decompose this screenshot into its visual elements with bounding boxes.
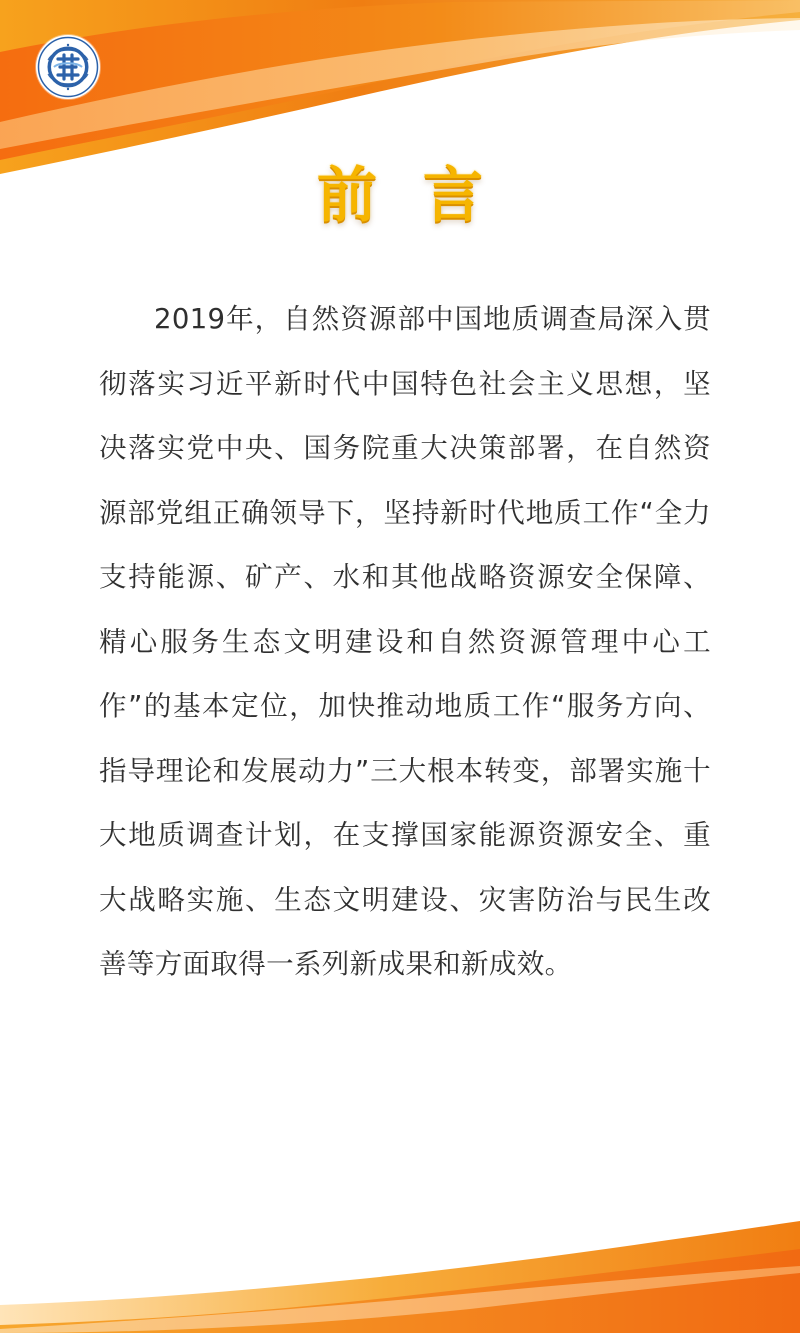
top-decorative-band <box>0 0 800 175</box>
foreword-paragraph: 2019年，自然资源部中国地质调查局深入贯彻落实习近平新时代中国特色社会主义思想，坚决落实党中央、国务院重大决策部署，在自然资源部党组正确领导下，坚持新时代地质工作“全力支持能源、矿产、水和其他战略资源安全保障、精心服务生态文明建设和自然资源管理中心工作”的基本定位，加快推动地质工作“服务方向、指导理论和发展动力”三大根本转变，部署实施十大地质调查计划，在支撑国家能源资源安全、重大战略实施、生态文明建设、灾害防治与民生改善等方面取得一系列新成果和新成效。 <box>99 303 711 980</box>
bottom-decorative-band <box>0 1221 800 1333</box>
page-title: 前言 <box>317 161 529 231</box>
china-geological-survey-logo-icon <box>36 35 100 99</box>
logo-badge <box>36 35 100 99</box>
